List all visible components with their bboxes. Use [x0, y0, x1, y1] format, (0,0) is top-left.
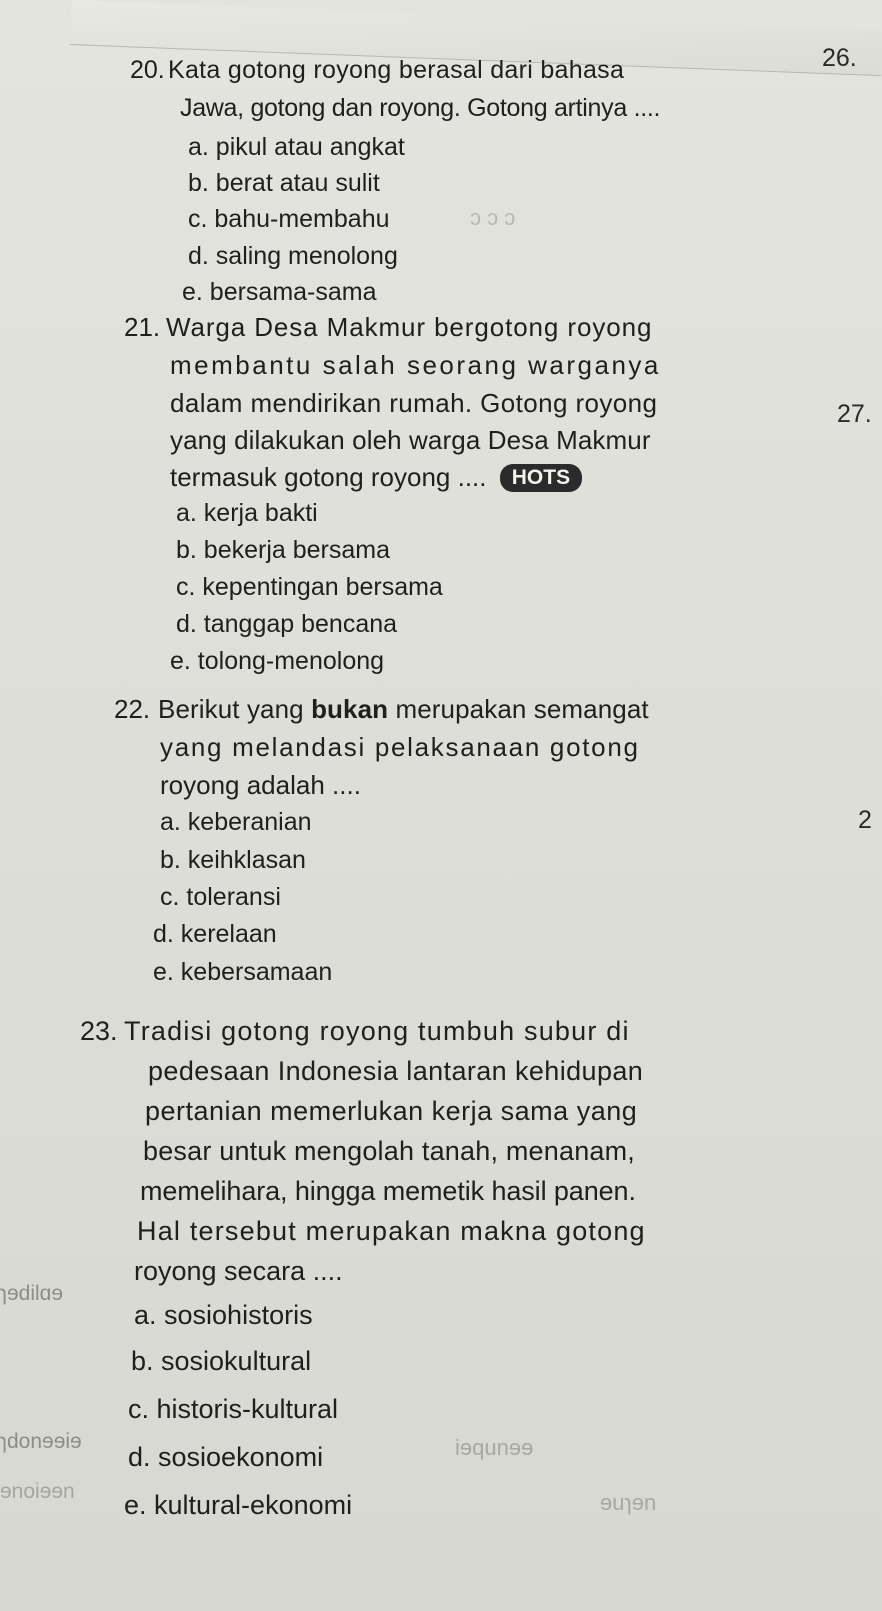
bleed-through-text: ɿɘdilɑɘ — [0, 1282, 64, 1305]
option-a[interactable]: a. sosiohistoris — [134, 1300, 313, 1330]
question-text-line: pertanian memerlukan kerja sama yang — [145, 1096, 638, 1126]
side-number-26: 26. — [822, 44, 857, 72]
bleed-through-text: ɔ ɔ ɔ — [470, 205, 516, 230]
option-d[interactable]: d. kerelaan — [153, 920, 277, 948]
bleed-through-text: iɘqunɘɘ — [455, 1435, 534, 1460]
question-text-line: Warga Desa Makmur bergotong royong — [166, 312, 653, 342]
question-text-line: Hal tersebut merupakan makna gotong — [137, 1216, 646, 1246]
question-text-line: besar untuk mengolah tanah, menanam, — [143, 1136, 636, 1166]
option-c[interactable]: c. kepentingan bersama — [176, 573, 443, 601]
question-text-fragment: Berikut yang — [158, 694, 312, 724]
question-text-line: Jawa, gotong dan royong. Gotong artinya .... — [180, 94, 661, 122]
option-a[interactable]: a. pikul atau angkat — [188, 133, 405, 161]
option-e[interactable]: e. bersama-sama — [182, 278, 377, 306]
option-a[interactable]: a. keberanian — [160, 808, 312, 836]
question-number: 22. — [114, 694, 151, 724]
option-b[interactable]: b. bekerja bersama — [176, 536, 391, 564]
question-text-line — [158, 694, 649, 725]
question-number: 20. — [130, 56, 165, 84]
question-text-line — [170, 462, 582, 493]
option-e[interactable]: e. kebersamaan — [153, 958, 333, 986]
option-e[interactable]: e. kultural-ekonomi — [124, 1490, 353, 1520]
question-number: 21. — [124, 312, 161, 342]
question-text-fragment: termasuk gotong royong .... — [170, 462, 487, 492]
option-c[interactable]: c. historis-kultural — [128, 1394, 339, 1424]
question-text-line: memelihara, hingga memetik hasil panen. — [140, 1176, 636, 1206]
bleed-through-text: ɘnoiɘɘn — [0, 1480, 75, 1503]
question-text-line: Tradisi gotong royong tumbuh subur di — [124, 1016, 630, 1046]
option-b[interactable]: b. berat atau sulit — [188, 169, 380, 197]
option-c[interactable]: c. toleransi — [160, 883, 281, 911]
hots-badge: HOTS — [500, 464, 582, 492]
question-text-line: dalam mendirikan rumah. Gotong royong — [170, 388, 658, 418]
option-b[interactable]: b. keihklasan — [160, 846, 306, 874]
question-number: 23. — [80, 1016, 118, 1046]
bleed-through-text: ɿdonɘɘiɘ — [0, 1430, 82, 1453]
question-text-line: Kata gotong royong berasal dari bahasa — [168, 56, 625, 84]
question-text-fragment: merupakan semangat — [388, 694, 649, 724]
option-e[interactable]: e. tolong-menolong — [170, 647, 385, 675]
side-number-27: 27. — [837, 400, 872, 428]
question-text-line: yang melandasi pelaksanaan gotong — [160, 732, 640, 762]
question-text-line: royong secara .... — [134, 1256, 343, 1286]
question-text-line: royong adalah .... — [160, 770, 361, 800]
question-text-line: yang dilakukan oleh warga Desa Makmur — [170, 425, 651, 455]
option-b[interactable]: b. sosiokultural — [131, 1346, 312, 1376]
option-d[interactable]: d. sosioekonomi — [128, 1442, 324, 1472]
question-text-line: membantu salah seorang warganya — [170, 350, 661, 380]
side-number-partial: 2 — [858, 806, 872, 834]
option-a[interactable]: a. kerja bakti — [176, 499, 318, 527]
option-d[interactable]: d. tanggap bencana — [176, 610, 398, 638]
bleed-through-text: ɘuɿɘn — [600, 1490, 657, 1515]
option-d[interactable]: d. saling menolong — [188, 242, 398, 270]
option-c[interactable]: c. bahu-membahu — [188, 205, 390, 233]
question-text-line: pedesaan Indonesia lantaran kehidupan — [148, 1056, 644, 1086]
emphasis-keyword: bukan — [311, 694, 389, 724]
